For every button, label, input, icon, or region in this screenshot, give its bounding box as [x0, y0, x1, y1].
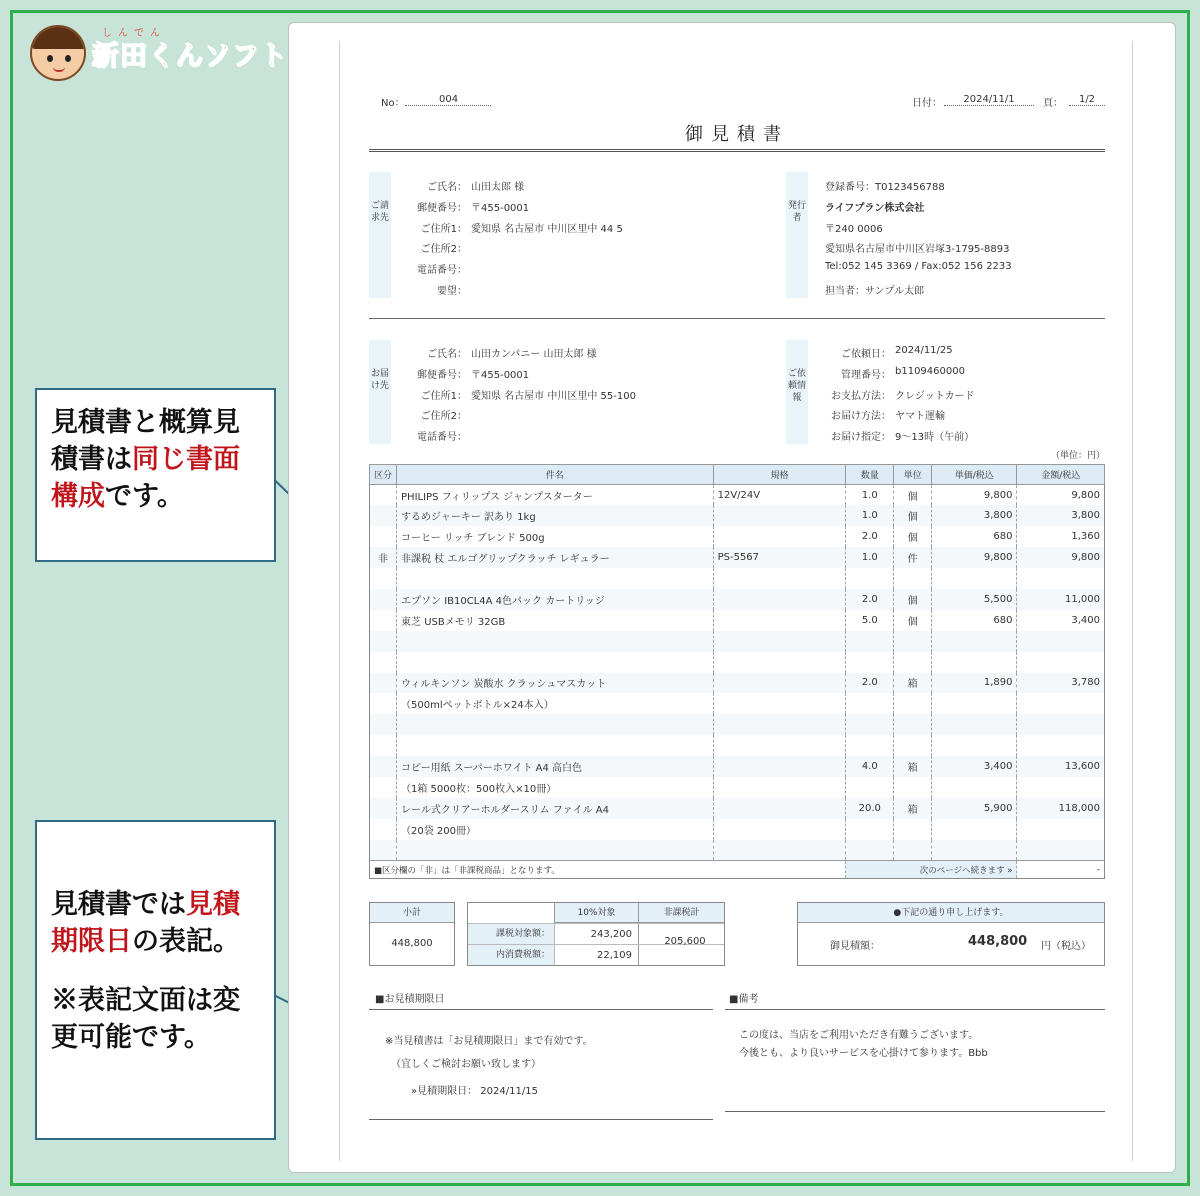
table-cell: 5,900	[932, 798, 1017, 819]
table-cell	[894, 568, 932, 589]
table-cell	[370, 673, 397, 694]
table-cell	[397, 735, 714, 756]
column-header: 件名	[397, 465, 714, 485]
table-cell	[894, 631, 932, 652]
table-row	[370, 505, 1105, 526]
table-row	[370, 547, 1105, 568]
table-foot-note: ■区分欄の「非」は「非課税商品」となります。	[370, 861, 846, 879]
table-cell: PHILIPS フィリップス ジャンプスターター	[397, 485, 714, 506]
subtotal-label: 小計	[370, 903, 454, 923]
table-row	[370, 777, 1105, 798]
table-cell: PS-5567	[713, 547, 846, 568]
table-cell	[397, 568, 714, 589]
table-cell	[846, 631, 894, 652]
taxable-value: 243,200	[554, 924, 638, 944]
table-cell	[370, 485, 397, 506]
table-cell	[1017, 631, 1105, 652]
table-cell	[713, 840, 846, 861]
table-row	[370, 589, 1105, 610]
brand-logo	[30, 25, 288, 81]
table-cell	[713, 505, 846, 526]
consumption-tax-label: 内消費税額：	[468, 945, 554, 965]
field-value: 〒455-0001	[471, 202, 530, 214]
table-cell	[932, 568, 1017, 589]
table-cell	[713, 756, 846, 777]
table-cell: 12V/24V	[713, 485, 846, 506]
table-cell	[846, 693, 894, 714]
column-header: 単価/税込	[932, 465, 1017, 485]
table-cell: 3,400	[1017, 610, 1105, 631]
field-label: 郵便番号：	[417, 369, 467, 381]
field-value: 9～13時（午前）	[895, 432, 975, 444]
total-label: 御見積額：	[830, 941, 880, 952]
table-cell	[1017, 693, 1105, 714]
field-value: 山田太郎 様	[471, 182, 525, 193]
delivery-side-label: お届け先	[369, 340, 391, 444]
billing-side-label: ご請求先	[369, 172, 391, 298]
table-cell	[846, 652, 894, 673]
total-unit: 円（税込）	[1041, 941, 1091, 952]
table-cell: 個	[894, 610, 932, 631]
table-cell	[894, 819, 932, 840]
table-cell	[370, 798, 397, 819]
table-cell: 3,400	[932, 756, 1017, 777]
field-value: b1109460000	[895, 365, 965, 377]
brand-name: 新田くんソフト	[92, 40, 288, 72]
table-row	[370, 526, 1105, 547]
table-cell	[370, 631, 397, 652]
field-label: 電話番号：	[417, 432, 467, 444]
table-cell	[1017, 714, 1105, 735]
table-row	[370, 610, 1105, 631]
table-cell: 2.0	[846, 673, 894, 694]
page-label: 頁：	[1043, 98, 1063, 109]
table-cell: 1.0	[846, 485, 894, 506]
table-cell	[713, 693, 846, 714]
table-row	[370, 714, 1105, 735]
field-label: ご住所1：	[420, 390, 467, 402]
table-cell: 個	[894, 589, 932, 610]
table-footer-row	[370, 861, 1105, 879]
callout-expiry: 見積書では見積 期限日の表記。 ※表記文面は変 更可能です。	[35, 820, 276, 1140]
subtotal-value: 448,800	[391, 938, 433, 949]
consumption-tax-value: 22,109	[554, 945, 638, 965]
table-cell	[932, 840, 1017, 861]
table-cell	[713, 610, 846, 631]
table-cell: 1,890	[932, 673, 1017, 694]
table-cell: 箱	[894, 673, 932, 694]
total-head: ●下記の通り申し上げます。	[798, 903, 1104, 923]
table-cell	[713, 589, 846, 610]
table-cell	[370, 568, 397, 589]
table-cell: 東芝 USBメモリ 32GB	[397, 610, 714, 631]
table-cell: コーヒー リッチ ブレンド 500g	[397, 526, 714, 547]
table-cell: 118,000	[1017, 798, 1105, 819]
table-cell	[370, 652, 397, 673]
table-cell	[370, 819, 397, 840]
table-row	[370, 652, 1105, 673]
title-rule	[369, 149, 1105, 152]
table-cell: 非課税 杖 エルゴグリップクラッチ レギュラー	[397, 547, 714, 568]
table-cell: 11,000	[1017, 589, 1105, 610]
brand-ruby: しんでん	[102, 27, 166, 39]
table-cell	[1017, 735, 1105, 756]
table-cell	[713, 631, 846, 652]
table-cell	[713, 673, 846, 694]
table-cell: 4.0	[846, 756, 894, 777]
table-cell	[713, 798, 846, 819]
document-date: 2024/11/1	[944, 94, 1034, 106]
remarks-head: ■備考	[725, 990, 1105, 1010]
field-label: ご住所2：	[420, 244, 467, 256]
table-cell	[370, 735, 397, 756]
table-cell	[370, 777, 397, 798]
table-cell	[932, 714, 1017, 735]
table-cell	[370, 840, 397, 861]
table-cell: 9,800	[932, 547, 1017, 568]
field-value: クレジットカード	[895, 390, 975, 402]
table-cell	[397, 652, 714, 673]
table-cell: 箱	[894, 756, 932, 777]
table-row	[370, 735, 1105, 756]
table-cell	[846, 819, 894, 840]
section-rule	[369, 318, 1105, 319]
expiry-section	[369, 990, 713, 1120]
table-cell	[397, 840, 714, 861]
field-label: 電話番号：	[417, 265, 467, 277]
table-row	[370, 756, 1105, 777]
column-header: 単位	[894, 465, 932, 485]
field-label: お届け方法：	[831, 411, 891, 423]
page-number: 1/2	[1069, 94, 1105, 106]
remarks-section	[725, 990, 1105, 1112]
field-value: 愛知県 名古屋市 中川区里中 55-100	[471, 390, 636, 402]
table-cell	[370, 505, 397, 526]
table-cell	[713, 526, 846, 547]
table-cell	[397, 714, 714, 735]
column-header: 金額/税込	[1017, 465, 1105, 485]
table-cell	[713, 777, 846, 798]
expiry-line-1: ※当見積書は「お見積期限日」まで有効です。	[385, 1036, 593, 1047]
taxable-label: 課税対象額：	[468, 924, 554, 944]
remarks-line-1: この度は、当店をご利用いただき有難うございます。	[739, 1030, 979, 1041]
table-cell: 個	[894, 505, 932, 526]
foot-dash: -	[1017, 861, 1105, 879]
issuer-line: 担当者：サンプル太郎	[825, 286, 925, 297]
table-cell: 3,800	[932, 505, 1017, 526]
table-cell	[846, 735, 894, 756]
expiry-line-2: （宜しくご検討お願い致します）	[391, 1059, 541, 1070]
table-cell: 個	[894, 526, 932, 547]
table-cell	[713, 735, 846, 756]
field-value: 〒455-0001	[471, 369, 530, 381]
field-value: 愛知県 名古屋市 中川区里中 44 5	[471, 223, 623, 235]
table-row	[370, 798, 1105, 819]
next-page-note: 次のページへ続きます »	[846, 861, 1017, 879]
field-label: 管理番号：	[841, 369, 891, 381]
column-header: 規格	[713, 465, 846, 485]
issuer-line: 登録番号：T0123456788	[825, 182, 945, 193]
table-cell	[370, 526, 397, 547]
table-cell	[932, 652, 1017, 673]
table-cell: エプソン IB10CL4A 4色パック カートリッジ	[397, 589, 714, 610]
table-cell: 3,800	[1017, 505, 1105, 526]
field-label: ご氏名：	[427, 182, 467, 193]
table-cell	[846, 568, 894, 589]
table-cell: 680	[932, 610, 1017, 631]
table-cell: 非	[370, 547, 397, 568]
table-cell	[894, 840, 932, 861]
field-value: 2024/11/25	[895, 345, 953, 356]
unit-note: （単位：円）	[1051, 451, 1106, 461]
total-value: 448,800	[968, 934, 1028, 949]
table-cell: レール式クリアーホルダースリム ファイル A4	[397, 798, 714, 819]
remarks-line-2: 今後とも、より良いサービスを心掛けて参ります。Bbb	[739, 1048, 988, 1059]
table-cell	[370, 693, 397, 714]
table-cell: 2.0	[846, 526, 894, 547]
table-cell: （20袋 200冊）	[397, 819, 714, 840]
field-label: ご依頼日：	[841, 349, 891, 360]
table-cell	[370, 756, 397, 777]
table-row	[370, 673, 1105, 694]
field-label: ご住所1：	[420, 223, 467, 235]
table-cell	[932, 819, 1017, 840]
total-box	[797, 902, 1105, 966]
table-cell: 13,600	[1017, 756, 1105, 777]
table-cell: 5.0	[846, 610, 894, 631]
table-cell	[1017, 777, 1105, 798]
table-row	[370, 485, 1105, 506]
table-cell	[932, 631, 1017, 652]
expiry-date-line: »見積期限日： 2024/11/15	[411, 1086, 538, 1097]
column-header: 区分	[370, 465, 397, 485]
table-cell: 20.0	[846, 798, 894, 819]
table-cell: ウィルキンソン 炭酸水 クラッシュマスカット	[397, 673, 714, 694]
table-cell	[397, 631, 714, 652]
table-cell: 箱	[894, 798, 932, 819]
table-row	[370, 568, 1105, 589]
field-value: ヤマト運輸	[895, 411, 945, 423]
document-number: 004	[405, 94, 491, 106]
issuer-line: Tel:052 145 3369 / Fax:052 156 2233	[825, 261, 1012, 273]
no-label: No：	[381, 98, 405, 109]
table-cell	[713, 652, 846, 673]
table-cell	[894, 652, 932, 673]
nontax-header: 非課税計	[638, 903, 724, 923]
field-label: ご住所2：	[420, 411, 467, 423]
tax-10-header: 10%対象	[554, 903, 638, 923]
table-cell: コピー用紙 スーパーホワイト A4 高白色	[397, 756, 714, 777]
table-cell: 5,500	[932, 589, 1017, 610]
table-row	[370, 693, 1105, 714]
table-cell: （1箱 5000枚：500枚入×10冊）	[397, 777, 714, 798]
field-value: 山田カンパニー 山田太郎 様	[471, 349, 597, 360]
mascot-face-icon	[30, 25, 86, 81]
table-cell	[932, 735, 1017, 756]
table-cell: 9,800	[1017, 547, 1105, 568]
table-cell: （500mlペットボトル×24本入）	[397, 693, 714, 714]
table-cell	[894, 714, 932, 735]
table-cell	[1017, 652, 1105, 673]
table-cell	[894, 693, 932, 714]
table-cell	[846, 777, 894, 798]
table-cell: 1.0	[846, 505, 894, 526]
table-cell: 件	[894, 547, 932, 568]
table-row	[370, 819, 1105, 840]
expiry-head: ■お見積期限日	[369, 990, 713, 1010]
table-cell	[713, 714, 846, 735]
table-cell: 2.0	[846, 589, 894, 610]
table-cell	[932, 777, 1017, 798]
field-label: お届け指定：	[831, 432, 891, 444]
date-label: 日付：	[912, 98, 942, 109]
table-cell	[1017, 840, 1105, 861]
table-cell	[370, 610, 397, 631]
field-label: 要望：	[437, 286, 467, 297]
table-row	[370, 631, 1105, 652]
table-cell: するめジャーキー 訳あり 1kg	[397, 505, 714, 526]
document-title: 御見積書	[685, 124, 789, 145]
nontax-value: 205,600	[664, 936, 706, 947]
field-label: ご氏名：	[427, 349, 467, 360]
table-cell	[370, 714, 397, 735]
issuer-line: 〒240 0006	[825, 223, 883, 235]
callout-same-layout: 見積書と概算見 積書は同じ書面 構成です。	[35, 388, 276, 562]
table-cell	[1017, 568, 1105, 589]
tax-box	[467, 902, 725, 966]
table-cell: 680	[932, 526, 1017, 547]
table-cell	[713, 568, 846, 589]
request-side-label: ご依頼情報	[786, 340, 808, 444]
subtotal-box	[369, 902, 455, 966]
column-header: 数量	[846, 465, 894, 485]
field-label: お支払方法：	[831, 390, 891, 402]
table-cell: 9,800	[1017, 485, 1105, 506]
table-cell	[894, 777, 932, 798]
table-cell	[846, 840, 894, 861]
issuer-line: ライフプラン株式会社	[825, 202, 925, 214]
issuer-side-label: 発行者	[786, 172, 808, 298]
items-table	[369, 464, 1105, 879]
field-label: 郵便番号：	[417, 202, 467, 214]
table-cell: 3,780	[1017, 673, 1105, 694]
table-cell	[894, 735, 932, 756]
table-cell	[1017, 819, 1105, 840]
table-cell: 個	[894, 485, 932, 506]
table-cell: 9,800	[932, 485, 1017, 506]
table-cell	[846, 714, 894, 735]
table-cell	[713, 819, 846, 840]
issuer-line: 愛知県名古屋市中川区岩塚3-1795-8893	[825, 244, 1010, 256]
table-cell	[370, 589, 397, 610]
table-cell: 1.0	[846, 547, 894, 568]
table-cell	[932, 693, 1017, 714]
table-row	[370, 840, 1105, 861]
table-cell: 1,360	[1017, 526, 1105, 547]
